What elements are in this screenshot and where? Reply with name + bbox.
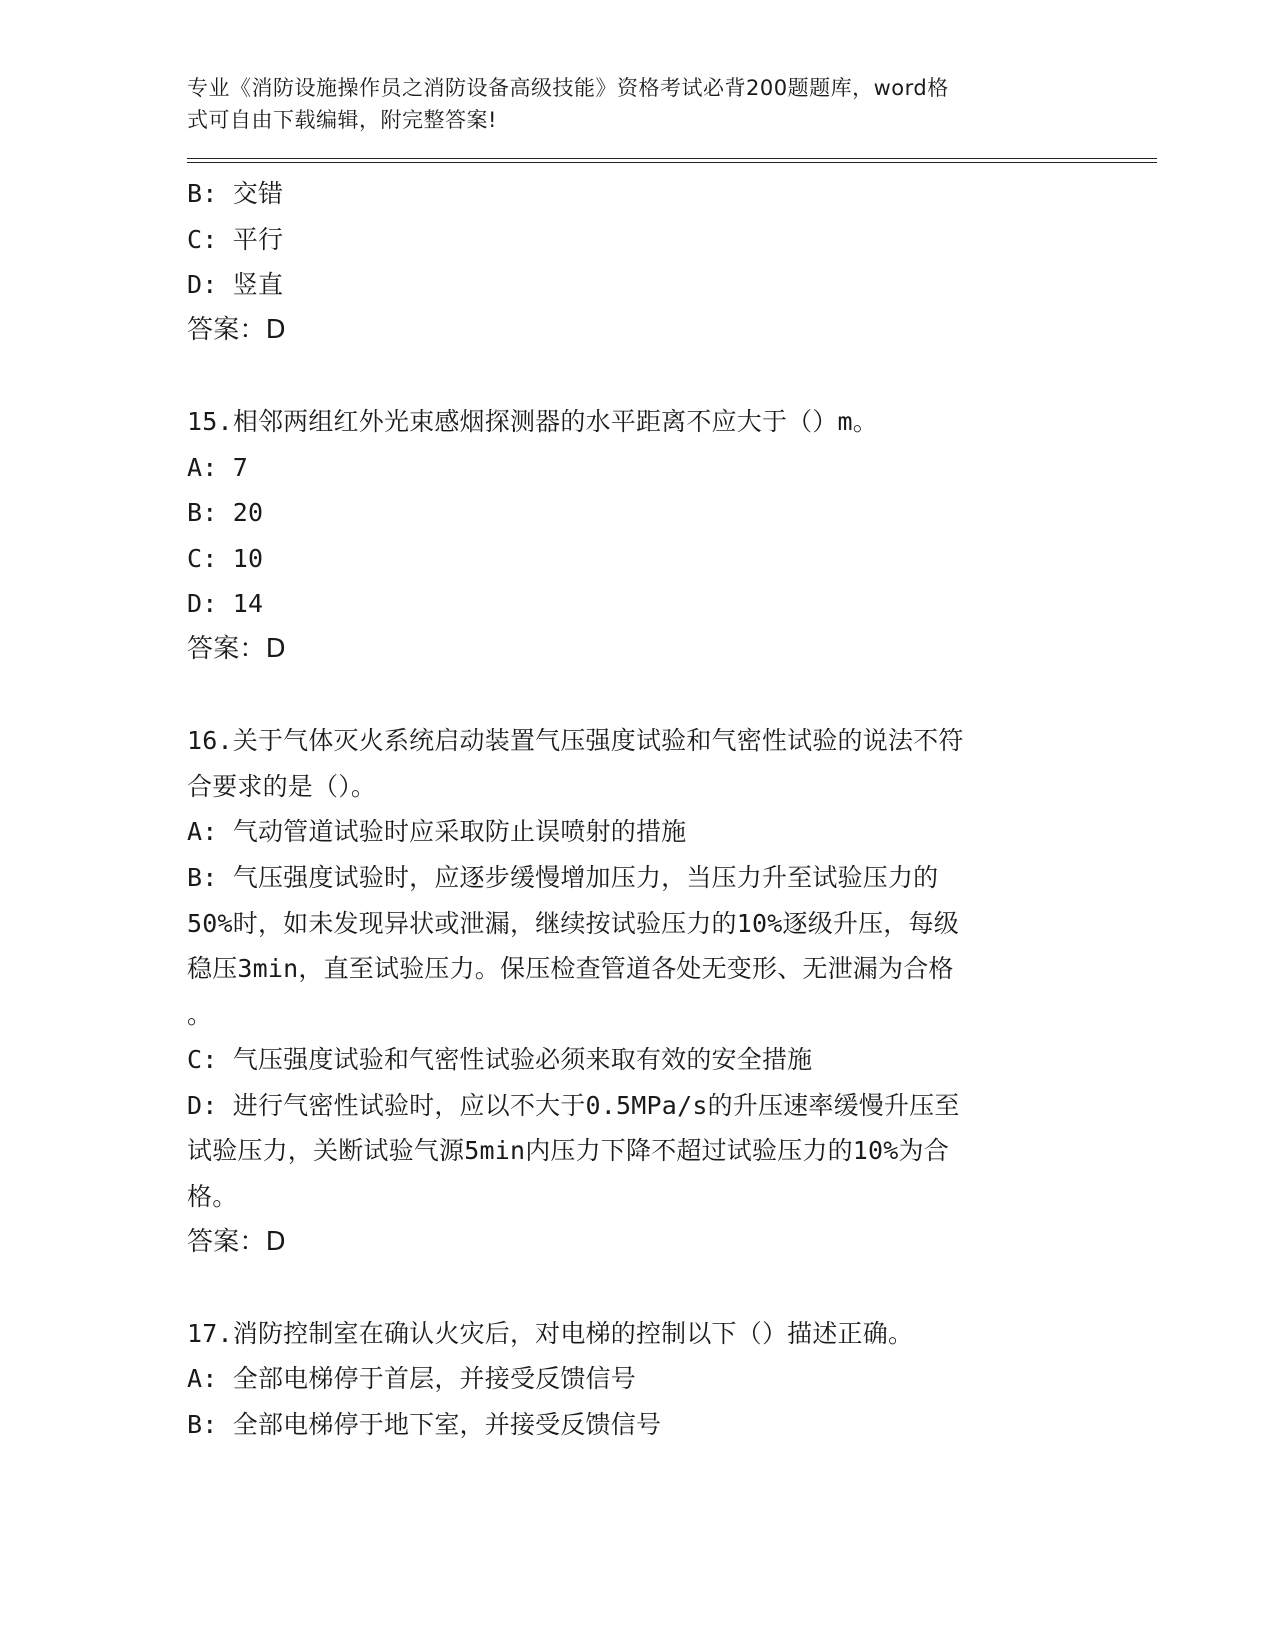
q15-option-d: D: 14 (187, 589, 264, 619)
q16-option-b-line-3: 稳压3min，直至试验压力。保压检查管道各处无变形、无泄漏为合格 (187, 954, 954, 984)
q17-option-b: B: 全部电梯停于地下室，并接受反馈信号 (187, 1410, 662, 1440)
q16-option-b-line-1: B: 气压强度试验时，应逐步缓慢增加压力，当压力升至试验压力的 (187, 862, 939, 892)
q17-option-a: A: 全部电梯停于首层，并接受反馈信号 (187, 1364, 636, 1394)
q16-option-d-line-3: 格。 (187, 1182, 238, 1212)
divider-line-bottom (187, 162, 1157, 163)
q16-option-c: C: 气压强度试验和气密性试验必须来取有效的安全措施 (187, 1045, 813, 1075)
q16-answer: 答案：D (187, 1226, 286, 1257)
q17-question: 17.消防控制室在确认火灾后，对电梯的控制以下（）描述正确。 (187, 1318, 914, 1348)
q15-option-c: C: 10 (187, 543, 264, 573)
spacer (187, 1265, 1067, 1311)
question-16 (187, 718, 1067, 1265)
question-15 (187, 399, 1067, 673)
spacer (187, 673, 1067, 719)
q16-option-d-line-1: D: 进行气密性试验时，应以不大于0.5MPa/s的升压速率缓慢升压至 (187, 1090, 960, 1120)
divider-line-top (187, 158, 1157, 159)
q16-option-b-line-2: 50%时，如未发现异状或泄漏，继续按试验压力的10%逐级升压，每级 (187, 908, 959, 938)
question-17 (187, 1311, 1067, 1448)
header-line-2: 式可自由下载编辑，附完整答案! (187, 108, 497, 132)
header-divider (187, 158, 1157, 163)
q14-option-c: C: 平行 (187, 224, 284, 254)
q14-answer: 答案：D (187, 314, 286, 345)
header-line-1: 专业《消防设施操作员之消防设备高级技能》资格考试必背200题题库，word格 (187, 76, 949, 100)
q15-answer: 答案：D (187, 633, 286, 664)
q16-option-d-line-2: 试验压力，关断试验气源5min内压力下降不超过试验压力的10%为合 (187, 1136, 949, 1166)
q16-option-a: A: 气动管道试验时应采取防止误喷射的措施 (187, 817, 687, 847)
q15-option-a: A: 7 (187, 452, 249, 482)
document-page (187, 72, 1157, 1448)
q16-option-b-line-4: 。 (187, 999, 213, 1029)
question-14 (187, 171, 1067, 353)
document-header (187, 72, 1067, 136)
q14-option-b: B: 交错 (187, 179, 284, 208)
q14-option-d: D: 竖直 (187, 270, 284, 300)
q15-question: 15.相邻两组红外光束感烟探测器的水平距离不应大于（）m。 (187, 406, 879, 436)
question-body (187, 171, 1067, 1448)
spacer (187, 353, 1067, 399)
q16-question-line-1: 16.关于气体灭火系统启动装置气压强度试验和气密性试验的说法不符 (187, 726, 964, 756)
q16-question-line-2: 合要求的是（）。 (187, 771, 377, 801)
q15-option-b: B: 20 (187, 498, 264, 528)
